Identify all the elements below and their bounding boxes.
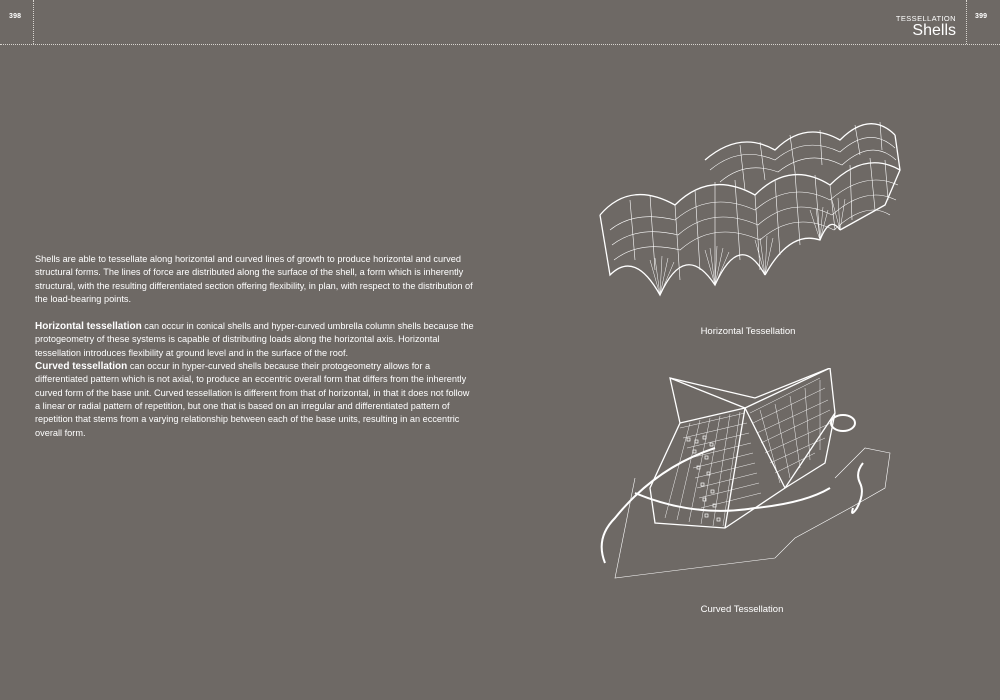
page-number-right: 399 bbox=[975, 13, 988, 20]
curved-description: can occur in hyper-curved shells because their protogeometry allows for a differentiated pattern which is not axial, to produce an eccentric overall form that differs from the inherently curved form of the base unit. Curved tessellation is different from that of horizontal, in that it does not follow a linear or radial pattern of repetition, but one that is based on an irregular and differentiated pattern of repetition that stems from a varying relationship between each of the base units, resulting in an eccentric overall form. bbox=[35, 361, 470, 438]
header-divider-right bbox=[966, 0, 967, 44]
column-fans bbox=[650, 198, 845, 295]
shell-mesh bbox=[665, 378, 831, 526]
horizontal-tessellation-drawing bbox=[590, 110, 910, 315]
section-label: TESSELLATION bbox=[895, 14, 956, 23]
shell-outline bbox=[600, 124, 900, 295]
curved-term: Curved tessellation bbox=[35, 361, 128, 373]
intro-paragraph: Shells are able to tessellate along horizontal and curved lines of growth to produce horizontal and curved structural forms. The lines of force are distributed along the surface of the shell, a form which is inherently structural, with the resulting differentiated section offering flexibility, in plan, with respect to the distribution of the load-bearing points. bbox=[35, 254, 473, 304]
header-divider-left bbox=[33, 0, 34, 44]
horizontal-description: can occur in conical shells and hyper-curved umbrella column shells because the protogeometry of these systems is capable of distributing loads along the horizontal axis. Horizontal tessellation introduces flexibility at ground level and in the surface of the roof. bbox=[35, 321, 474, 358]
site-outline bbox=[615, 448, 890, 578]
horizontal-term: Horizontal tessellation bbox=[35, 321, 142, 333]
horizontal-tessellation-caption: Horizontal Tessellation bbox=[700, 326, 796, 337]
shell-roof bbox=[650, 368, 835, 528]
curved-tessellation-drawing bbox=[595, 368, 900, 590]
tessellation-paragraph bbox=[35, 320, 475, 440]
page-title: Shells bbox=[912, 22, 956, 39]
body-text bbox=[35, 253, 475, 440]
header-rule bbox=[0, 44, 1000, 45]
page-number-left: 398 bbox=[9, 13, 22, 20]
curved-tessellation-caption: Curved Tessellation bbox=[700, 604, 784, 615]
